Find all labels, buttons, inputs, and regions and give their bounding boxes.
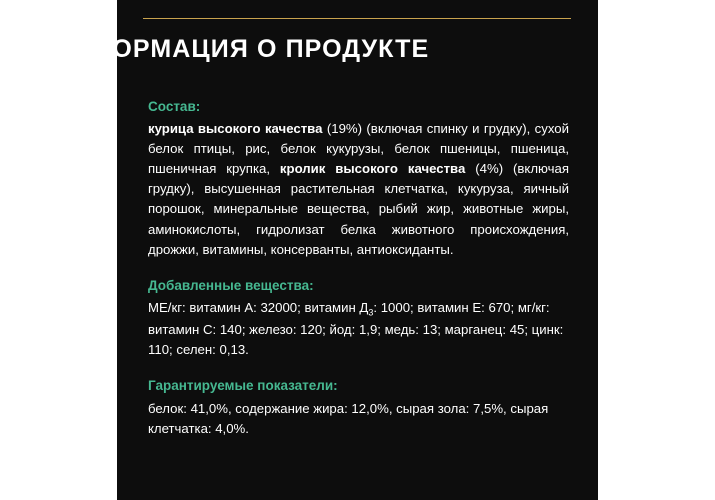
composition-part-1: (19%) (включая спинку и грудку), сухой белок птицы, рис, белок кукурузы, белок пшеницы, пшеница, пшеничная крупка, <box>148 121 569 177</box>
page-title: ИНФОРМАЦИЯ О ПРОДУКТЕ <box>51 35 430 63</box>
guaranteed-analysis-text: белок: 41,0%, содержание жира: 12,0%, сырая зола: 7,5%, сырая клетчатка: 4,0%. <box>148 400 549 436</box>
composition-text <box>148 119 569 259</box>
composition-bold-chicken: курица высокого качества <box>148 121 323 137</box>
additives-text <box>148 298 569 360</box>
composition-heading: Состав: <box>148 99 201 114</box>
guaranteed-analysis-heading: Гарантируемые показатели: <box>148 378 338 394</box>
additives-subscript: 3 <box>368 307 374 318</box>
additives-part-2: : 1000; витамин Е: 670; мг/кг: витамин С: 140; железо: 120; йод: 1,9; медь: 13; марганец: 45; цинк: 110; селен: 0,13. <box>148 299 564 358</box>
additives-heading: Добавленные вещества: <box>148 277 314 293</box>
composition-part-2: (4%) (включая грудку), высушенная растительная клетчатка, кукуруза, яичный порошок, минеральные вещества, рыбий жир, животные жиры, аминокислоты, гидролизат белка животного происхождения, дрожжи, витамины, консерванты, антиоксиданты. <box>148 161 569 257</box>
composition-bold-rabbit: кролик высокого качества <box>279 161 466 177</box>
gold-divider-line <box>143 18 571 19</box>
additives-part-1: МЕ/кг: витамин А: 32000; витамин Д <box>148 299 369 315</box>
content-body <box>148 98 569 439</box>
